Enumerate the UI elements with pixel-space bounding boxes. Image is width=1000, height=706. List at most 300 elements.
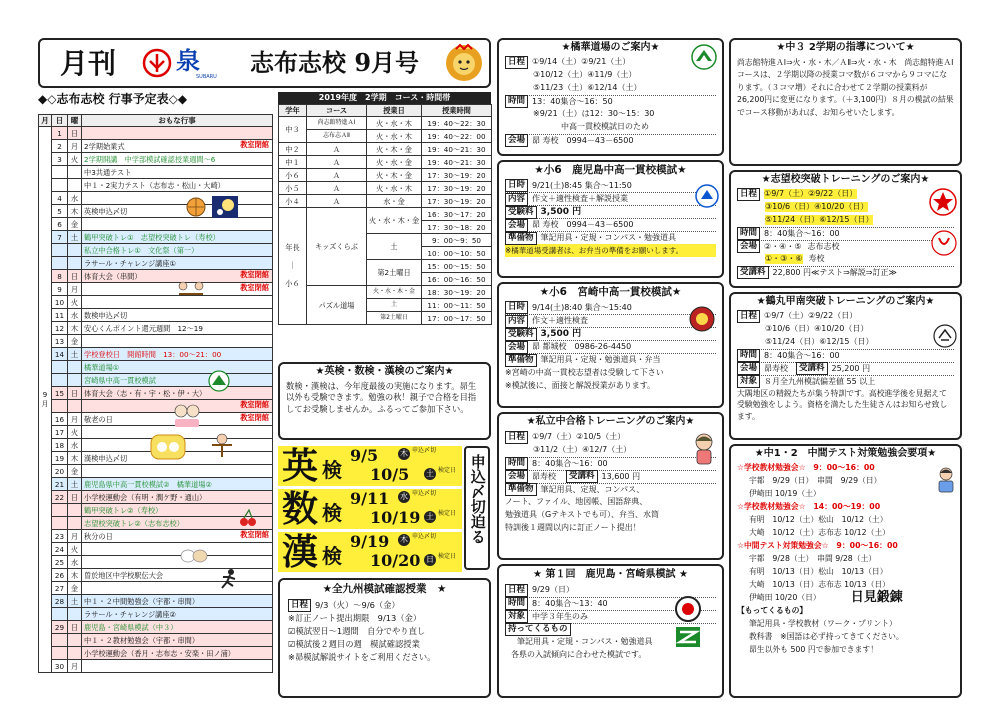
calendar-row	[39, 361, 273, 374]
kentei-exam-weekday: 土	[426, 469, 434, 478]
calendar-event-text: 鶴甲突破トレ① 志望校突破トレ（寿校）	[84, 232, 220, 242]
calendar-event	[82, 179, 273, 192]
logo-text: 泉	[176, 46, 200, 75]
calendar-row	[39, 491, 273, 504]
calendar-event-text: 鹿児島・宮崎県模試（中３）	[84, 622, 178, 632]
calendar-row	[39, 660, 273, 673]
shibou-venue1-nums: ②・④・⑤	[764, 241, 802, 251]
kentei-deadline-note: 申込〆切	[412, 490, 437, 497]
kentei-suffix: 検	[322, 458, 342, 482]
miya-fee: 3,500 円	[540, 328, 582, 339]
schedule-cell: 火・木・金	[367, 169, 422, 182]
schedule-cell: 小６	[279, 169, 307, 182]
calendar-day: 11	[52, 309, 68, 322]
school-crest-icon	[206, 370, 232, 392]
calendar-row	[39, 608, 273, 621]
calendar-event	[82, 569, 273, 582]
calendar-day: 7	[52, 231, 68, 244]
schedule-header-cell: コース	[307, 105, 367, 117]
calendar-event-text: 鶴甲突破トレ②（寿校）	[84, 505, 163, 515]
shiritsu-prep3: 勉強道具（Gテキストでも可）、弁当、水筒	[505, 510, 660, 519]
calendar-day: 29	[52, 621, 68, 634]
chuukan-bring2: 教科書 ※国語は必ず持ってきてください。	[749, 632, 904, 642]
calendar-event	[82, 140, 273, 153]
calendar-closed-note: 教室閉館	[240, 400, 269, 409]
calendar-weekday: 土	[68, 231, 82, 244]
shibou-dates2: ③10/6（日）④10/20（日）	[765, 202, 869, 211]
miya-note2: ※模試後に、面接と解説授業があります。	[505, 380, 656, 390]
schedule-cell: 16：00～16：50	[422, 273, 492, 286]
calendar-event-text: ラサール・チャレンジ講座②	[84, 609, 176, 619]
schedule-grade-label: ｜	[288, 261, 297, 271]
kago-venue: 昴 寿校 0994－43－6500	[532, 220, 634, 230]
chu3-title: ★中３ 2学期の指導について★	[776, 42, 915, 53]
kenmoshi-bring-label: 持ってくるもの	[505, 623, 571, 636]
shiritsu-prep-label: 準備物	[505, 483, 537, 496]
kago-content-label: 内容	[505, 193, 528, 206]
miya-ikkan-box	[497, 282, 724, 408]
kentei-deadline-banner	[464, 446, 490, 570]
calendar-event	[82, 348, 273, 361]
tsurumaru-date-label: 日程	[737, 310, 760, 323]
schedule-cell: 火・水・木・金	[367, 286, 422, 299]
calendar-event	[82, 374, 273, 387]
calendar-month-cell: 9月	[39, 127, 52, 673]
calendar-weekday: 土	[68, 348, 82, 361]
shiritsu-prep1: 筆記用具、定規、コンパス、	[540, 484, 645, 494]
calendar-weekday	[68, 166, 82, 179]
calendar-event-text: 学校登校日 開館時間 13：00～21：00	[84, 349, 222, 359]
calendar-day: 27	[52, 582, 68, 595]
kenmoshi-target-label: 対象	[505, 610, 528, 623]
kikka-time1: 13：40集合～16：50	[532, 96, 613, 106]
calendar-weekday: 月	[68, 530, 82, 543]
schedule-row	[279, 182, 492, 195]
calendar-day: 13	[52, 335, 68, 348]
miya-content-label: 内容	[505, 315, 528, 328]
schedule-cell: 水・金	[367, 195, 422, 208]
calendar-day: 6	[52, 218, 68, 231]
calendar-weekday	[68, 179, 82, 192]
tsurumaru-venue: 昴寿校	[764, 363, 789, 373]
kentei-suffix: 検	[322, 544, 342, 568]
chu3-body: 尚志館特進ＡⅠ⇒火・水・木／ＡⅡ⇒火・水・木 尚志館特進ＡⅠコースは、２学期以降の授業コマ数が６コマから９コマになります。（３コマ増）それに合わせて２学期の授業料が26,200円に変更になります。（＋3,100円）８月の模試の結果でコース移動があれば、お知らせいたします。	[737, 57, 954, 117]
kentei-exam-date: 10/5	[370, 465, 410, 484]
kikka-box	[497, 38, 724, 156]
calendar-day: 26	[52, 569, 68, 582]
school-crest-icon	[689, 306, 715, 332]
kago-date: 9/21(土)8:45 集合～11:50	[532, 180, 632, 190]
calendar-row	[39, 153, 273, 166]
tsurumaru-body: 大隅地区の精鋭たちが集う特訓です。高校進学後を見据えて受験勉強をしよう。資格を満たした生徒さんはお知らせ致します。	[737, 388, 948, 421]
kikka-dates3: ⑤11/23（土）⑥12/14（土）	[533, 83, 642, 92]
respect-day-badge-icon	[150, 434, 186, 460]
calendar-row	[39, 413, 273, 426]
calendar-event	[82, 257, 273, 270]
calendar-row	[39, 543, 273, 556]
calendar-day: 4	[52, 192, 68, 205]
shiritsu-note: 特訓後１週間以内に訂正ノート提出！	[505, 523, 641, 532]
calendar-row	[39, 179, 273, 192]
lion-mascot-icon	[444, 43, 484, 83]
kenmoshi-box	[497, 564, 724, 698]
schedule-cell: 土	[367, 299, 422, 312]
elderly-couple-icon	[172, 402, 202, 428]
calendar-weekday: 水	[68, 309, 82, 322]
chuukan-s1-r2: 伊崎田 10/19（土）	[749, 489, 821, 499]
calendar-event-text: 中１・２中間勉強会（宇都・串間）	[84, 596, 200, 606]
calendar-day	[52, 374, 68, 387]
calendar-day	[52, 244, 68, 257]
shiritsu-time-label: 時間	[505, 457, 528, 470]
schedule-row	[279, 130, 492, 143]
schedule	[278, 92, 491, 325]
tsurumaru-box	[729, 292, 962, 440]
calendar-row	[39, 400, 273, 413]
schedule-header-cell: 授業時間	[422, 105, 492, 117]
calendar-event	[82, 309, 273, 322]
schedule-row	[279, 143, 492, 156]
kentei-info-title: ★英検・数検・漢検のご案内★	[315, 366, 454, 377]
kentei-info-body: 数検・漢検は、今年度最後の実施になります。昴生以外も受験できます。勉強の秋！親子で合格を目指してお受験しませんか。ふるってご参加下さい。	[286, 380, 477, 414]
shibou-venue-label: 会場	[737, 240, 760, 253]
calendar-event-text: 私立中合格トレ① 文化祭（第一）	[84, 245, 199, 255]
schedule-cell: 小５	[279, 182, 307, 195]
shibou-date-label: 日程	[737, 188, 760, 201]
calendar-day: 18	[52, 439, 68, 452]
schedule-cell: 中３	[279, 117, 307, 143]
calendar-header-cell: おもな行事	[82, 115, 273, 127]
calendar-row	[39, 387, 273, 400]
calendar-day	[52, 257, 68, 270]
calendar-closed-note: 教室閉館	[240, 413, 269, 422]
schedule-cell: 第2土曜日	[367, 260, 422, 286]
calendar-weekday: 日	[68, 491, 82, 504]
calendar-day: 14	[52, 348, 68, 361]
kentei-deadline-weekday: 木	[400, 535, 408, 544]
tsurumaru-venue-label: 会場	[737, 362, 760, 375]
calendar-weekday: 火	[68, 543, 82, 556]
schedule-cell: 17：30～19：20	[422, 169, 492, 182]
kago-prep: 筆記用具・定規・コンパス・勉強道具	[540, 233, 676, 243]
masthead	[38, 38, 491, 88]
calendar-weekday: 金	[68, 218, 82, 231]
calendar-row	[39, 231, 273, 244]
schedule-cell: 中１	[279, 156, 307, 169]
chuukan-s1-title: ☆学校教材勉強会☆ 9：00～16：00	[737, 463, 875, 473]
kentei-deadline-date: 9/11	[350, 489, 390, 508]
calendar-row	[39, 465, 273, 478]
calendar-row	[39, 530, 273, 543]
calendar-event	[82, 231, 273, 244]
calendar-event-text: 2学期開講 中学部模試確認授業週間～6	[84, 154, 216, 164]
calendar-event	[82, 595, 273, 608]
schedule-cell: 19：40～22：00	[422, 130, 492, 143]
chuukan-box	[729, 444, 962, 698]
tsurumaru-dates1: ①9/7（土）②9/22（日）	[764, 311, 858, 320]
kentei-name: 数	[282, 488, 319, 530]
schedule-cell: 11：00～11：50	[422, 299, 492, 312]
kentei-deadline-date: 9/19	[350, 532, 390, 551]
kago-prep-label: 準備物	[505, 232, 537, 245]
calendar-day	[52, 608, 68, 621]
calendar-event-text: 数検申込〆切	[84, 310, 128, 320]
calendar-weekday	[68, 400, 82, 413]
calendar-event	[82, 244, 273, 257]
tsurumaru-time-label: 時間	[737, 349, 760, 362]
calendar-day: 24	[52, 543, 68, 556]
schedule-row	[279, 208, 492, 221]
calendar-weekday	[68, 257, 82, 270]
calendar-event-text: 中3共通テスト	[84, 167, 132, 177]
kago-fee: 3,500 円	[540, 206, 582, 217]
kikka-title: ★橘華道場のご案内★	[561, 42, 660, 53]
school-crest-icon	[691, 44, 717, 70]
calendar-event-text: 鹿児島県中高一貫校模試② 橘華道場②	[84, 479, 212, 489]
calendar-event-text: 曽於地区中学校駅伝大会	[84, 570, 164, 580]
calendar-row	[39, 374, 273, 387]
calendar-day: 1	[52, 127, 68, 140]
calendar-closed-note: 教室閉館	[240, 283, 269, 292]
shiritsu-dates1: ①9/7（土）②10/5（土）	[532, 432, 626, 441]
calendar-event	[82, 478, 273, 491]
miya-prep-label: 準備物	[505, 354, 537, 367]
calendar-event-text: 漢検申込〆切	[84, 453, 128, 463]
kentei-exam-weekday: 土	[426, 512, 434, 521]
calendar-weekday: 日	[68, 270, 82, 283]
schedule-cell: Ａ	[307, 195, 367, 208]
calendar-day: 17	[52, 426, 68, 439]
kentei-exam-date: 10/19	[370, 508, 421, 527]
kentei-exam-note: 検定日	[438, 553, 457, 560]
sport-ball-icon	[184, 196, 208, 218]
schedule-cell: 第2土曜日	[367, 312, 422, 325]
calendar-row	[39, 166, 273, 179]
miya-venue: 昴 都城校 0986-26-4450	[532, 342, 632, 352]
calendar-event	[82, 582, 273, 595]
calendar-row	[39, 634, 273, 647]
calendar-event-text: 小学校運動会（香月・志布志・安楽・田ノ浦）	[84, 648, 235, 658]
calendar-event	[82, 608, 273, 621]
kentei-dates	[278, 442, 491, 574]
tsurumaru-dates3: ⑤11/24（日）⑥12/15（日）	[765, 337, 874, 346]
miya-venue-label: 会場	[505, 341, 528, 354]
zenkyushu-line3: ☑模試後２週目の週 模試確認授業	[288, 638, 420, 649]
schedule-cell: 中２	[279, 143, 307, 156]
schedule-cell: パズル道場	[307, 286, 367, 325]
schedule-cell: Ａ	[307, 143, 367, 156]
kentei-exam-date: 10/20	[370, 551, 421, 570]
schedule-cell: キッズくらぶ	[307, 208, 367, 286]
schedule-grade-label: 年長	[285, 243, 300, 253]
logo-sub: SUBARU	[196, 74, 217, 80]
miya-ikkan-title: ★小6 宮崎中高一貫校模試★	[539, 286, 682, 298]
kentei-deadline-date: 9/5	[350, 446, 379, 465]
schedule-table	[278, 104, 492, 325]
calendar-day	[52, 634, 68, 647]
calendar-weekday: 月	[68, 660, 82, 673]
schedule-grade-label: 小６	[285, 278, 300, 288]
shibou-fee: 22,800 円≪テスト⇒解説⇒訂正≫	[772, 267, 897, 277]
calendar-day: 5	[52, 205, 68, 218]
kago-ikkan-box	[497, 160, 724, 278]
calendar-weekday: 火	[68, 153, 82, 166]
calendar-event	[82, 361, 273, 374]
calendar-event	[82, 491, 273, 504]
schedule-cell: 火・水・木	[367, 117, 422, 130]
calendar-day	[52, 361, 68, 374]
schedule-cell: 小４	[279, 195, 307, 208]
masthead-title-left: 月刊	[60, 47, 117, 80]
calendar-event	[82, 322, 273, 335]
kenmoshi-time-label: 時間	[505, 597, 528, 610]
kenmoshi-date-label: 日程	[505, 584, 528, 597]
tsurumaru-target-label: 対象	[737, 375, 760, 388]
calendar-row	[39, 244, 273, 257]
kentei-suffix: 検	[322, 501, 342, 525]
schedule-header-cell: 授業日	[367, 105, 422, 117]
tsurumaru-target: ８月全九州模試偏差値 55 以上	[764, 376, 876, 386]
calendar-event-text: 体育大会（志・有・宇・松・伊・大）	[84, 388, 207, 398]
schedule-row	[279, 169, 492, 182]
calendar-weekday	[68, 374, 82, 387]
kikka-time2: ※9/21（土）は12：30～15：30	[533, 109, 655, 118]
kentei-exam-note: 検定日	[438, 510, 457, 517]
miya-date: 9/14(土)8:40 集合～15:40	[532, 302, 632, 312]
shiritsu-title: ★私立中合格トレーニングのご案内★	[526, 416, 695, 427]
calendar-row	[39, 127, 273, 140]
kentei-deadline-weekday: 水	[400, 492, 408, 501]
chuukan-s3-r3: 大崎 10/13（日）志布志 10/13（日）	[749, 580, 890, 590]
calendar-day: 20	[52, 465, 68, 478]
miya-fee-label: 受験料	[505, 328, 537, 341]
calendar-weekday: 火	[68, 296, 82, 309]
schedule-cell	[279, 208, 307, 325]
schedule-cell: 火・水・金	[367, 156, 422, 169]
calendar-row	[39, 140, 273, 153]
calendar-event	[82, 127, 273, 140]
calendar-weekday: 月	[68, 283, 82, 296]
girl-studying-icon	[935, 466, 957, 494]
schedule-cell: 18：30～19：20	[422, 286, 492, 299]
calendar-row	[39, 257, 273, 270]
kikka-dates1: ①9/14（土）②9/21（土）	[532, 57, 631, 66]
calendar-row	[39, 218, 273, 231]
calendar-event	[82, 530, 273, 543]
calendar-day: 3	[52, 153, 68, 166]
calendar-event-text: 中１・２教材勉強会（宇都・串間）	[84, 635, 200, 645]
shibou-venue1: 志布志校	[807, 241, 840, 251]
zenkyushu-date: 9/3（火）～9/6（金）	[315, 600, 400, 611]
calendar-weekday: 水	[68, 556, 82, 569]
calendar-event-text: 小学校運動会（有明・潤ケ野・通山）	[84, 492, 207, 502]
calendar-row	[39, 309, 273, 322]
miya-note1: ※宮崎の中高一貫校志望者は受験して下さい	[505, 367, 664, 377]
chuukan-bring3: 昴生以外も 500 円で参加できます！	[749, 645, 878, 655]
kentei-name: 漢	[282, 531, 319, 573]
schedule-cell: 10：00～10：50	[422, 247, 492, 260]
calendar-weekday: 木	[68, 322, 82, 335]
schedule-cell: 志布志ＡⅡ	[307, 130, 367, 143]
calendar-row	[39, 335, 273, 348]
calendar-day	[52, 400, 68, 413]
calendar-row	[39, 647, 273, 660]
calendar-closed-note: 教室閉館	[240, 530, 269, 539]
runner-icon	[218, 568, 240, 590]
calendar-day: 16	[52, 413, 68, 426]
calendar-event-text: 敬老の日	[84, 414, 113, 424]
calendar-event	[82, 387, 273, 400]
calendar-event-text: 中１・2実力テスト（志布志・松山・大崎）	[84, 180, 225, 190]
miya-date-label: 日時	[505, 301, 528, 314]
chuukan-s3-r1: 宇都 9/28（土） 串間 9/28（土）	[749, 554, 877, 564]
zenkyushu-line2: ☑模試翌日～1週間 自分でやり直し	[288, 625, 426, 636]
calendar-event	[82, 465, 273, 478]
calendar-day: 15	[52, 387, 68, 400]
calendar-event	[82, 335, 273, 348]
calendar-weekday	[68, 647, 82, 660]
schedule-cell: 17：30～19：20	[422, 182, 492, 195]
schedule-row	[279, 195, 492, 208]
calendar-event	[82, 556, 273, 569]
calendar-event	[82, 218, 273, 231]
calendar-day	[52, 179, 68, 192]
tsurumaru-dates2: ③10/6（日）④10/20（日）	[765, 324, 869, 333]
kikka-venue: 昴 寿校 0994－43－6500	[532, 135, 634, 145]
schedule-cell: 火・水・木	[367, 182, 422, 195]
schedule-title: 2019年度 2学期 コース・時間帯	[278, 92, 491, 104]
calendar-day: 9	[52, 283, 68, 296]
girl-thinking-icon	[689, 432, 719, 466]
calendar-weekday: 日	[68, 127, 82, 140]
chuukan-s3-r4: 伊崎田 10/20（日）	[749, 593, 821, 603]
chuukan-bring1: 筆記用具・学校教材（ワーク・プリント）	[749, 619, 897, 629]
schedule-cell: 火・木・金	[367, 143, 422, 156]
kagoshima-mark-icon	[675, 596, 701, 622]
calendar-weekday: 日	[68, 387, 82, 400]
school-crest-icon	[931, 230, 957, 256]
tsurumaru-title: ★鶴丸甲南突破トレーニングのご案内★	[756, 296, 935, 307]
calendar-event	[82, 647, 273, 660]
calendar-row	[39, 595, 273, 608]
calendar-day: 10	[52, 296, 68, 309]
shiritsu-fee: 13,600 円	[601, 471, 641, 481]
kikka-venue-label: 会場	[505, 134, 528, 147]
chuukan-s1-r1: 宇都 9/29（日） 串間 9/29（日）	[749, 476, 882, 486]
shibou-time: 8：40集合～16：00	[764, 228, 840, 238]
calendar-row	[39, 556, 273, 569]
calendar-event	[82, 660, 273, 673]
calendar-day: 22	[52, 491, 68, 504]
kikka-time-label: 時間	[505, 95, 528, 108]
zenkyushu-box	[278, 578, 491, 698]
calendar-event-text: 安心くんポイント還元週間 12～19	[84, 323, 203, 333]
calendar-row	[39, 621, 273, 634]
schedule-row	[279, 286, 492, 299]
tsurumaru-time: 8：40集合～16：00	[764, 350, 840, 360]
chuukan-s3-title: ☆中間テスト対策勉強会☆ 9：00～16：00	[737, 541, 898, 551]
calendar-weekday: 土	[68, 478, 82, 491]
calendar-weekday: 木	[68, 205, 82, 218]
kenmoshi-bring1: 筆記用具・定規・コンパス・勉強道具	[517, 637, 653, 646]
miya-content: 作文＋適性検査	[532, 316, 589, 326]
calendar-event	[82, 166, 273, 179]
calendar-closed-note: 教室閉館	[240, 140, 269, 149]
schedule-cell: 19：40～22：30	[422, 117, 492, 130]
calendar-weekday: 木	[68, 452, 82, 465]
kentei-exam-weekday: 日	[426, 555, 434, 564]
subaru-mark-icon	[142, 48, 172, 78]
